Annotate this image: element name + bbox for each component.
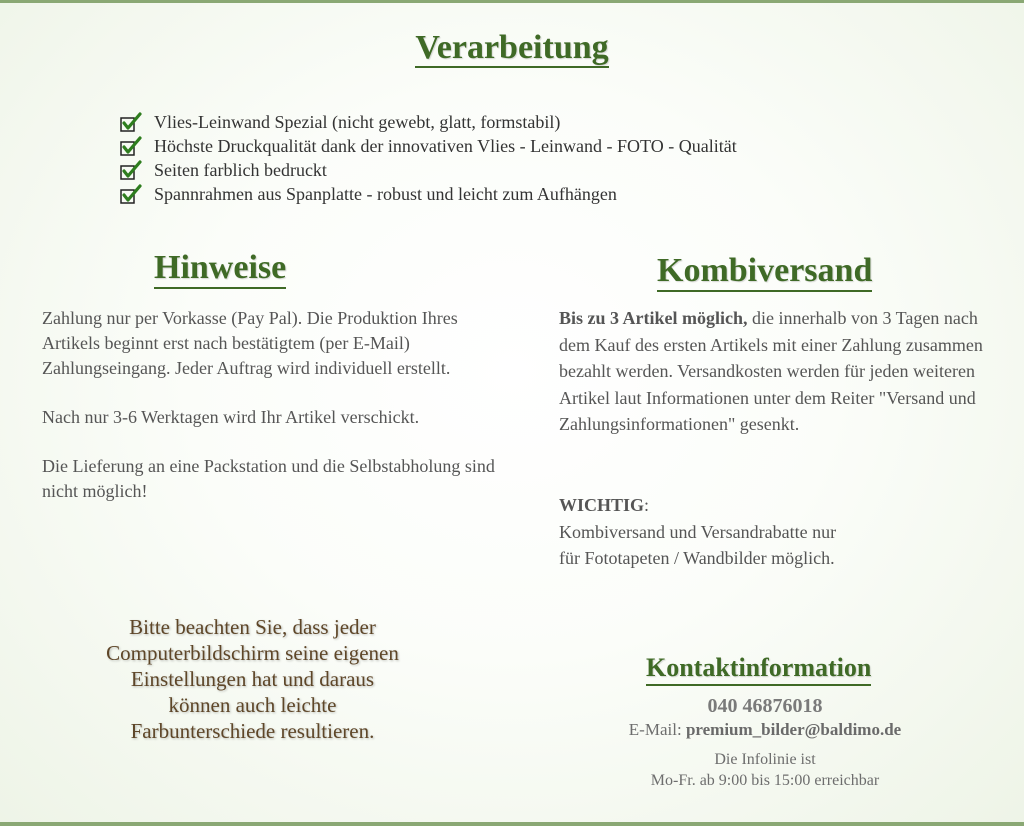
- checkmark-icon: [120, 112, 142, 132]
- hinweise-paragraph: Nach nur 3-6 Werktagen wird Ihr Artikel verschickt.: [42, 407, 420, 427]
- contact-block: [600, 693, 930, 791]
- note-line: Farbunterschiede resultieren.: [130, 719, 375, 743]
- feature-text: Spannrahmen aus Spanplatte - robust und leicht zum Aufhängen: [154, 183, 617, 204]
- kontakt-heading: Kontaktinformation: [646, 654, 871, 686]
- hinweise-paragraph: Zahlung nur per Vorkasse (Pay Pal). Die Produktion Ihres Artikels beginnt erst nach bestätigtem (per E-Mail) Zahlungseingang. Jeder Auftrag wird individuell erstellt.: [42, 308, 458, 378]
- hinweise-paragraph: Die Lieferung an eine Packstation und die Selbstabholung sind nicht möglich!: [42, 456, 495, 501]
- hinweise-text: [42, 306, 512, 528]
- note-line: können auch leichte: [168, 693, 337, 717]
- hinweise-heading: Hinweise: [154, 249, 286, 289]
- feature-text: Höchste Druckqualität dank der innovativen Vlies - Leinwand - FOTO - Qualität: [154, 135, 737, 156]
- kombiversand-body: die innerhalb von 3 Tagen nach dem Kauf des ersten Artikels mit einer Zahlung zusammen bezahlt werden. Versandkosten werden für jeden weiteren Artikel laut Informationen unter dem Reiter "Versand und Zahlungsinformationen" gesenkt.: [559, 308, 983, 434]
- feature-text: Vlies-Leinwand Spezial (nicht gewebt, glatt, formstabil): [154, 111, 561, 132]
- kombiversand-lead: Bis zu 3 Artikel möglich,: [559, 308, 748, 328]
- wichtig-label: WICHTIG: [559, 495, 645, 515]
- infoline-hours: Mo-Fr. ab 9:00 bis 15:00 erreichbar: [650, 772, 880, 789]
- kombiversand-heading: Kombiversand: [657, 252, 872, 292]
- infoline-text: Die Infolinie ist: [714, 751, 816, 768]
- checkmark-icon: [120, 160, 142, 180]
- feature-item: [120, 134, 737, 158]
- phone-number: 040 46876018: [707, 695, 823, 717]
- wichtig-line: für Fototapeten / Wandbilder möglich.: [559, 548, 835, 568]
- feature-text: Seiten farblich bedruckt: [154, 159, 327, 180]
- wichtig-block: [559, 492, 999, 572]
- verarbeitung-heading: Verarbeitung: [415, 29, 609, 66]
- note-line: Computerbildschirm seine eigenen: [106, 641, 399, 665]
- note-line: Einstellungen hat und daraus: [130, 667, 375, 691]
- checkmark-icon: [120, 136, 142, 156]
- email-address[interactable]: premium_bilder@baldimo.de: [685, 720, 902, 739]
- color-note: [60, 614, 445, 744]
- feature-list: [120, 110, 737, 206]
- feature-item: [120, 110, 737, 134]
- feature-item: [120, 182, 737, 206]
- note-line: Bitte beachten Sie, dass jeder: [129, 615, 376, 639]
- wichtig-line: Kombiversand und Versandrabatte nur: [559, 521, 837, 542]
- kombiversand-text: [559, 305, 999, 438]
- wichtig-colon: :: [644, 495, 650, 515]
- feature-item: [120, 158, 737, 182]
- checkmark-icon: [120, 184, 142, 204]
- email-label: E-Mail:: [628, 720, 686, 739]
